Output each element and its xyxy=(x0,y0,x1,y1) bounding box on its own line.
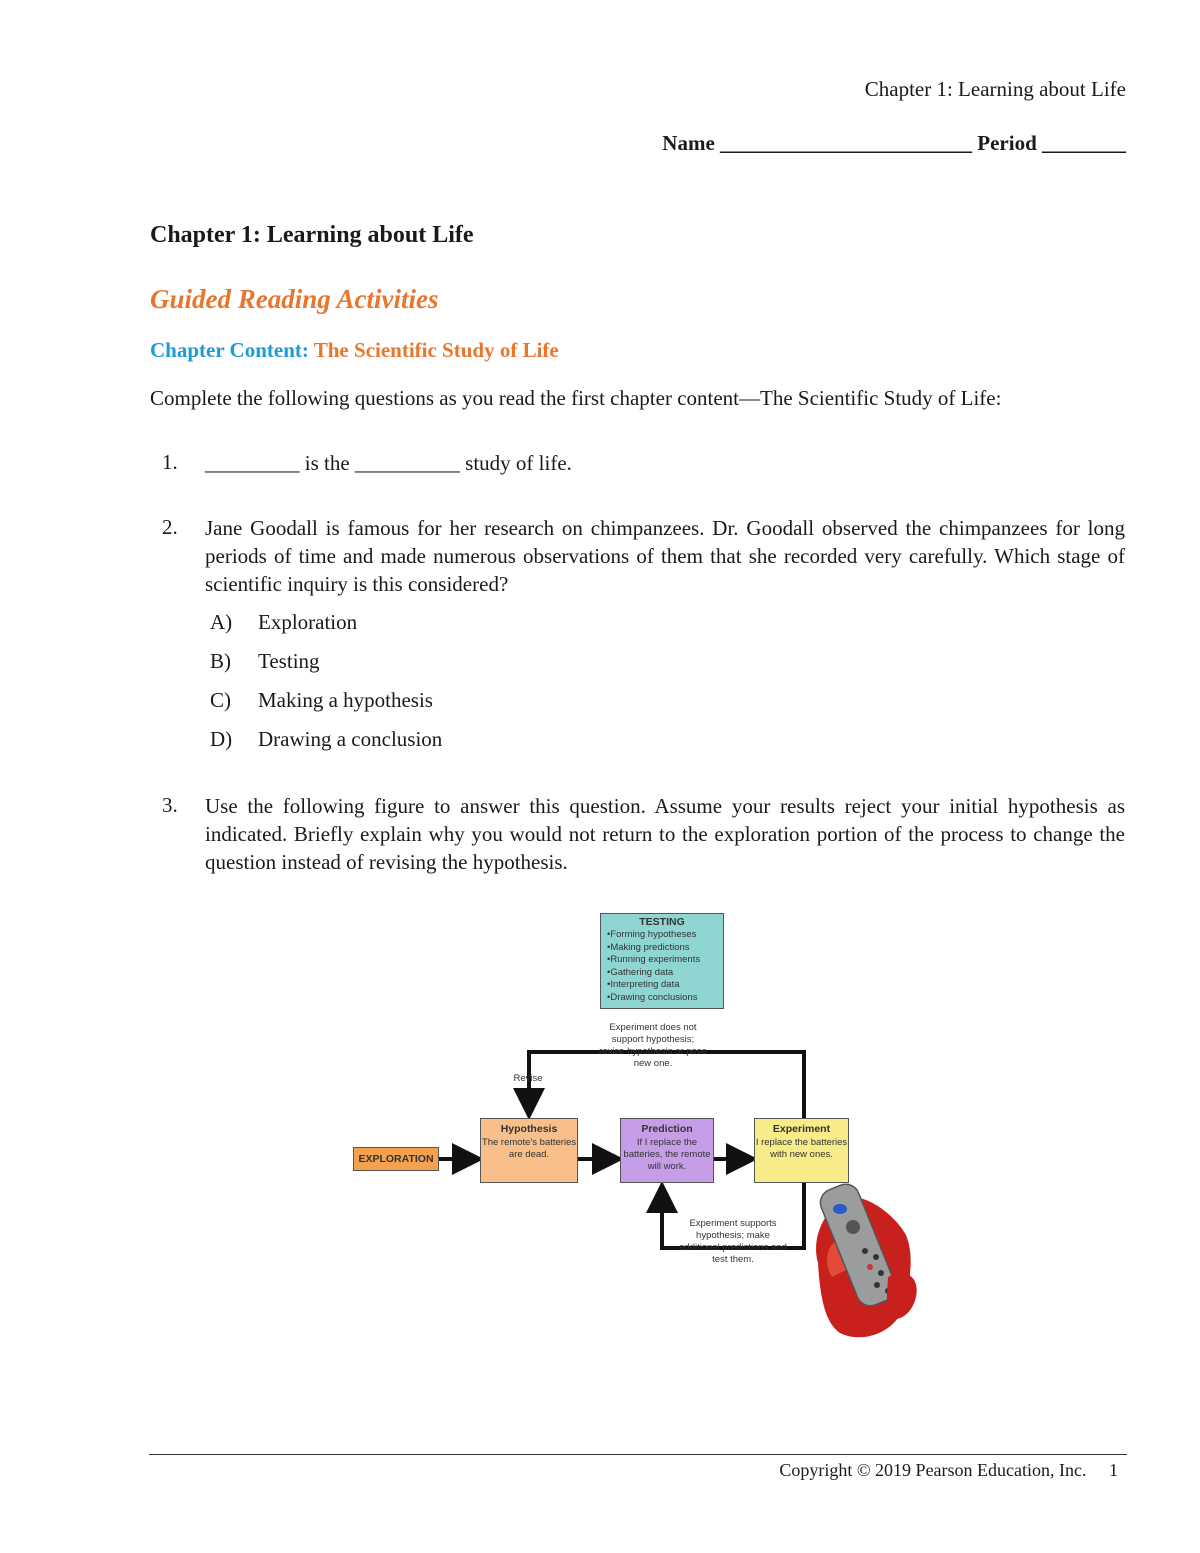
scientific-inquiry-figure xyxy=(340,905,930,1345)
page-number: 1 xyxy=(1109,1460,1118,1480)
exploration-box: EXPLORATION xyxy=(353,1147,439,1171)
prediction-text: If I replace the batteries, the remote will work. xyxy=(623,1137,711,1172)
instructions: Complete the following questions as you read the first chapter content—The Scientific Study of Life: xyxy=(150,386,1002,410)
copyright: Copyright © 2019 Pearson Education, Inc. xyxy=(779,1460,1087,1480)
option-letter: A) xyxy=(210,610,233,634)
question-text: Use the following figure to answer this question. Assume your results reject your initial hypothesis as indicated. Briefly explain why you would not return to the exploration portion of the process to change the question instead of revising the hypothesis. xyxy=(205,794,1125,874)
hypothesis-box xyxy=(480,1118,578,1183)
footer xyxy=(779,1460,1118,1481)
page-title: Chapter 1: Learning about Life xyxy=(150,222,474,248)
remote-control-image xyxy=(816,1180,917,1337)
testing-box xyxy=(600,913,724,1009)
option-letter: B) xyxy=(210,649,231,673)
testing-item: • Making predictions xyxy=(607,942,723,955)
revise-label: Revise xyxy=(513,1073,543,1084)
option-text: Making a hypothesis xyxy=(258,688,433,712)
hypothesis-text: The remote's batteries are dead. xyxy=(481,1137,577,1160)
section-title: The Scientific Study of Life xyxy=(313,338,559,362)
experiment-heading: Experiment xyxy=(772,1123,831,1135)
testing-item: • Drawing conclusions xyxy=(607,992,723,1005)
option-text: Drawing a conclusion xyxy=(258,727,443,751)
option-letter: D) xyxy=(210,727,233,751)
prediction-heading: Prediction xyxy=(641,1123,693,1135)
section-heading xyxy=(150,338,559,363)
testing-heading: TESTING xyxy=(639,916,685,928)
testing-item: • Gathering data xyxy=(607,967,723,980)
testing-item: • Interpreting data xyxy=(607,979,723,992)
option-letter: C) xyxy=(210,688,231,712)
name-period-line: Name ________________________ Period ________ xyxy=(662,131,1126,155)
running-header: Chapter 1: Learning about Life xyxy=(864,77,1126,101)
experiment-box xyxy=(754,1118,849,1183)
reject-note: Experiment does not support hypothesis; revise hypothesis or pose new one. xyxy=(599,1022,707,1069)
support-note: Experiment supports hypothesis; make additional predictions and test them. xyxy=(679,1218,787,1265)
section-label: Chapter Content: xyxy=(150,338,309,362)
question-number: 3. xyxy=(162,793,178,817)
option-text: Exploration xyxy=(258,610,358,634)
option-text: Testing xyxy=(258,649,320,673)
question-number: 2. xyxy=(162,515,178,539)
question-text: _________ is the __________ study of life. xyxy=(205,451,572,475)
question-text: Jane Goodall is famous for her research on chimpanzees. Dr. Goodall observed the chimpanzees for long periods of time and made numerous observations of them that she recorded very carefully. Which stage of scientific inquiry is this considered? xyxy=(205,516,1125,596)
hypothesis-heading: Hypothesis xyxy=(500,1123,558,1135)
question-number: 1. xyxy=(162,450,178,474)
testing-item: • Forming hypotheses xyxy=(607,929,723,942)
footer-divider xyxy=(149,1454,1127,1455)
testing-list xyxy=(607,929,723,1004)
experiment-text: I replace the batteries with new ones. xyxy=(755,1137,848,1160)
prediction-box xyxy=(620,1118,714,1183)
page-subtitle: Guided Reading Activities xyxy=(150,284,439,314)
testing-item: • Running experiments xyxy=(607,954,723,967)
